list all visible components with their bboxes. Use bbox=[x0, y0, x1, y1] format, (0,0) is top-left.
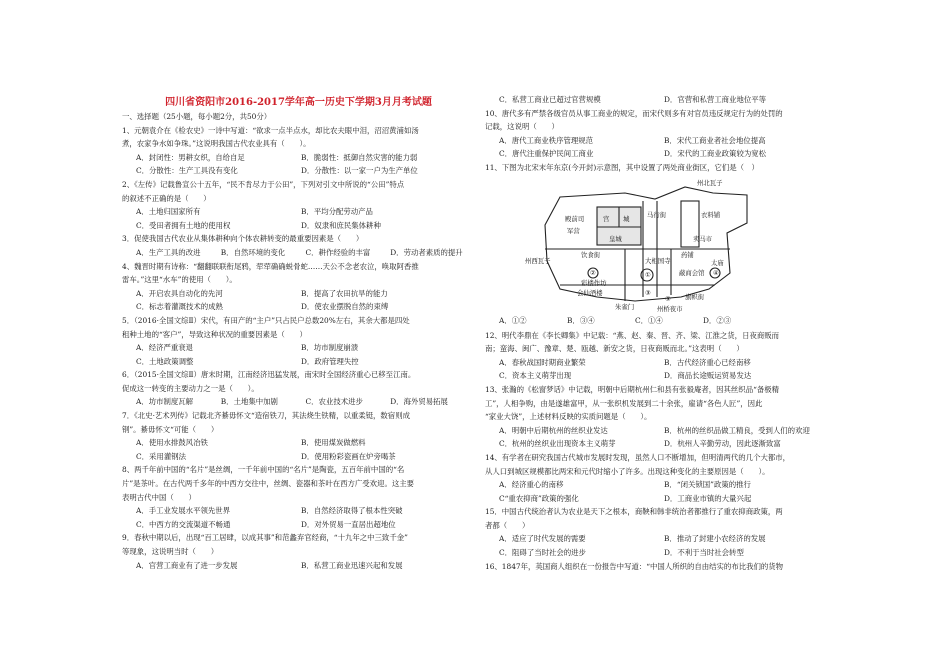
question-line: 4、魏晋时期有诗称：“翻翻联联衔尾鸦，荦荦确确蜕骨蛇……天公不念老农泣，唤取阿香推 bbox=[122, 261, 419, 271]
answer-options bbox=[485, 369, 840, 383]
answer-options bbox=[122, 300, 475, 314]
answer-options bbox=[122, 559, 475, 573]
answer-option: A．开启农具自动化的先河 bbox=[136, 288, 223, 298]
map-label: 州北瓦子 bbox=[697, 178, 723, 187]
question-line: 5．（2016·全国文综Ⅱ）宋代，有田产的“主户”只占民户总数20%左右，其余大都是四处 bbox=[122, 315, 410, 325]
answer-option: C．资本主义萌芽出现 bbox=[499, 371, 572, 381]
right-questions-bottom bbox=[485, 329, 840, 574]
answer-option: D．不利于当时社会转型 bbox=[664, 548, 744, 558]
question-line: 表明古代中国（ ） bbox=[122, 492, 196, 502]
answer-option: A．适应了时代发展的需要 bbox=[499, 534, 586, 544]
map-label: 殿前司 bbox=[565, 214, 585, 223]
question-line: 2、《左传》记载鲁宣公十五年，“民不肯尽力于公田”，下列对引文中所说的“公田”特点 bbox=[122, 179, 405, 189]
map-label: 会仙酒楼 bbox=[577, 288, 603, 297]
answer-options bbox=[485, 437, 840, 451]
question-line: 记载，这说明（ ） bbox=[485, 122, 559, 132]
outer-wall bbox=[545, 187, 747, 301]
map-label: 宫 bbox=[603, 214, 610, 223]
option-d: D．②③ bbox=[703, 315, 732, 325]
answer-options bbox=[485, 134, 840, 148]
left-questions bbox=[122, 110, 475, 572]
answer-option: B．土地集中加剧 bbox=[220, 397, 278, 407]
question-line: 14、有学者在研究我国古代城市发展时发现，虽然人口不断增加，但明清两代的几个大都市， bbox=[485, 452, 791, 462]
question-line: 13、张瀚的《松窗梦话》中记载，明朝中后期杭州仁和县有张毅庵者，因其丝织品“备极精 bbox=[485, 384, 780, 394]
answer-option: B．平均分配劳动产品 bbox=[301, 207, 373, 217]
answer-option: A．唐代工商业秩序管理规范 bbox=[499, 135, 594, 145]
question-line: 8、两千年前中国的“名片”是丝绸，一千年前中国的“名片”是陶瓷，五百年前中国的“名 bbox=[122, 465, 405, 475]
answer-option: A．经济严重衰退 bbox=[136, 343, 194, 353]
page-title: 四川省资阳市2016-2017学年高一历史下学期3月月考试题 bbox=[165, 97, 432, 108]
answer-options bbox=[122, 287, 475, 301]
answer-option: A．生产工具的改进 bbox=[136, 247, 201, 257]
answer-option: B．使用煤炭做燃料 bbox=[301, 438, 366, 448]
answer-options bbox=[122, 450, 475, 464]
answer-options bbox=[485, 424, 840, 438]
question-line: 工”，人相争购，由是遂雄富甲，从一张织机发展到二十余张，雇请“各色人匠”，因此 bbox=[485, 398, 763, 408]
question-line: 10、唐代多有严禁各级官员从事工商业的规定，而宋代则多有对官员违反规定行为的处罚的 bbox=[485, 108, 783, 118]
answer-option: B．推动了封建小农经济的发展 bbox=[664, 534, 766, 544]
answer-option: C．私营工商业已超过官营规模 bbox=[499, 95, 601, 104]
question-line: 促成这一转变的主要动力之一是（ ）。 bbox=[122, 383, 259, 393]
map-label: 旗帜街 bbox=[685, 292, 705, 301]
answer-options bbox=[485, 93, 840, 107]
answer-option: B．自然经济取得了根本性突破 bbox=[301, 506, 403, 516]
answer-option: B．坊市制度崩溃 bbox=[301, 343, 359, 353]
answer-option: C“重农抑商”政策的强化 bbox=[499, 493, 579, 503]
map-label: 州西瓦子 bbox=[525, 256, 551, 265]
kaifeng-map bbox=[485, 177, 840, 315]
answer-options bbox=[122, 205, 475, 219]
answer-option: D．海外贸易拓展 bbox=[390, 397, 448, 407]
answer-options bbox=[122, 219, 475, 233]
map-label: ④ bbox=[713, 268, 719, 277]
question-line: 煮，农家争水如争珠。”这说明我国古代农业具有（ ）。 bbox=[122, 139, 311, 149]
option-b: B．③④ bbox=[567, 315, 595, 325]
answer-option: C．阻碍了当时社会的进步 bbox=[499, 548, 586, 558]
answer-options bbox=[122, 518, 475, 532]
answer-option: C．土地政策调整 bbox=[136, 356, 194, 366]
answer-option: C．分散性：生产工具没有变化 bbox=[136, 166, 238, 176]
answer-option: D．奴隶和庶民集体耕种 bbox=[301, 220, 381, 230]
answer-options bbox=[485, 356, 840, 370]
answer-option: D．宋代的工商业政策较为宽松 bbox=[664, 149, 767, 159]
answer-option: A．经济重心的南移 bbox=[499, 480, 564, 490]
answer-option: A．明朝中后期杭州的丝织业发达 bbox=[499, 425, 608, 435]
answer-option: D．政府管理失控 bbox=[301, 356, 359, 366]
question-line: 租种土地的“客户”，导致这种状况的重要因素是（ ） bbox=[122, 329, 307, 339]
answer-option: C．唐代注重保护民间工商业 bbox=[499, 149, 594, 159]
question-line: 等现象，这说明当时（ ） bbox=[122, 547, 219, 556]
map-label: 大相国寺 bbox=[645, 256, 671, 265]
answer-option: D．商品长途贩运贸易发达 bbox=[664, 371, 752, 381]
question-line: 16、1847年，英国商人组织在一份报告中写道：“中国人所织的自由结实的布比我们的货物 bbox=[485, 561, 784, 571]
answer-option: D．杭州人辛勤劳动，因此逐渐致富 bbox=[664, 439, 781, 449]
answer-option: C．杭州的丝织业出现资本主义萌芽 bbox=[499, 439, 616, 449]
question-line: 片”是茶叶。在古代两千多年的中西方交往中，丝绸、瓷器和茶叶在西方广受欢迎。这主要 bbox=[122, 479, 415, 489]
question-line: 雷车。”这里“水车”的使用（ ）。 bbox=[122, 275, 237, 285]
answer-option: D．对外贸易一直居出超地位 bbox=[301, 519, 396, 529]
answer-options bbox=[122, 504, 475, 518]
question-line: 15．中国古代统治者认为农业是天下之根本，商鞅和韩非统治者都推行了重农抑商政策，两 bbox=[485, 507, 783, 517]
question-line: 7．《北史·艺术列传》记载北齐綦毋怀文“造宿铁刀，其法烧生铁精，以重柔铤，数宿则成 bbox=[122, 411, 410, 421]
answer-option: C．中西方的交流渠道不畅通 bbox=[136, 519, 231, 529]
answer-option: A．封闭性：男耕女织，自给自足 bbox=[136, 152, 245, 162]
answer-option: C．受田者拥有土地的使用权 bbox=[136, 220, 231, 230]
answer-option: A．土地归国家所有 bbox=[136, 207, 201, 217]
question-line: “家业大饶”，上述材料反映的实质问题是（ ）。 bbox=[485, 412, 652, 422]
answer-option: D．官营和私营工商业地位平等 bbox=[664, 95, 767, 104]
answer-options bbox=[122, 151, 475, 165]
answer-option: C．农业技术进步 bbox=[305, 397, 363, 407]
answer-options bbox=[485, 546, 840, 560]
answer-option: B．脆弱性：抵御自然灾害的能力弱 bbox=[301, 152, 418, 162]
answer-option: A．手工业发展水平领先世界 bbox=[136, 506, 231, 516]
question-line: 者都（ ） bbox=[485, 520, 530, 530]
answer-options bbox=[122, 246, 475, 260]
right-column bbox=[485, 93, 840, 573]
answer-options bbox=[122, 355, 475, 369]
answer-option: B．私营工商业迅速兴起和发展 bbox=[301, 560, 403, 570]
map-label: 卖马市 bbox=[693, 234, 713, 243]
map-figure bbox=[485, 177, 840, 327]
answer-option: C．采用灌钢法 bbox=[136, 451, 186, 461]
answer-options bbox=[122, 164, 475, 178]
answer-option: A．官营工商业有了进一步发展 bbox=[136, 560, 238, 570]
answer-options bbox=[122, 341, 475, 355]
map-label: 衣料铺 bbox=[701, 210, 721, 219]
map-label: 皇城 bbox=[609, 234, 622, 243]
question-line: 12、明代李鼎在《李长卿集》中记载：“燕、赵、秦、晋、齐、梁、江淮之货，日夜商贩而 bbox=[485, 330, 780, 340]
question-line: 3．促使我国古代农业从集体耕种向个体农耕转变的最重要因素是（ ） bbox=[122, 234, 364, 244]
answer-options bbox=[122, 436, 475, 450]
right-questions-top bbox=[485, 93, 840, 175]
answer-options bbox=[485, 492, 840, 506]
answer-option: D．使用粉彩瓷画在炉旁喝茶 bbox=[301, 451, 396, 461]
map-label: ① bbox=[645, 270, 651, 279]
answer-option: B．宋代工商业者社会地位提高 bbox=[664, 135, 766, 145]
answer-option: D．劳动者素质的提升 bbox=[390, 247, 463, 257]
map-label: 蔽商会馆 bbox=[679, 268, 705, 277]
map-label: 彩楼作坊 bbox=[581, 278, 607, 287]
question-line: 9．春秋中期以后，出现“百工居肆，以成其事”和范蠡弃官经商，“十九年之中三致千金” bbox=[122, 533, 408, 543]
left-column bbox=[122, 94, 475, 572]
question-line: 从人口到城区规模都比两宋和元代时缩小了许多。出现这种变化的主要原因是（ ）。 bbox=[485, 466, 770, 476]
question-line: 1、元朝袁介在《检农史》一诗中写道：“欲求一点半点水，却比农夫眼中泪，沼沼黄浦如汤 bbox=[122, 125, 419, 135]
answer-option: D．使农业摆脱自然的束缚 bbox=[301, 302, 389, 312]
answer-options bbox=[485, 532, 840, 546]
map-label: 州桥夜市 bbox=[657, 304, 683, 313]
answer-option: B．杭州的丝织品做工精良，受到人们的欢迎 bbox=[664, 425, 810, 435]
answer-option: A．春秋战国时期商业繁荣 bbox=[499, 357, 586, 367]
map-options bbox=[499, 314, 771, 328]
question-line: 一、选择题（25小题，每小题2分，共50分） bbox=[122, 112, 272, 121]
answer-option: A．坊市制度瓦解 bbox=[136, 397, 194, 407]
question-line: 南；蛮海、闽广、豫章、楚、瓯越、新安之货，日夜商贩而北。”这表明（ ） bbox=[485, 344, 744, 354]
map-label: 马行街 bbox=[647, 210, 667, 219]
map-label: ② bbox=[590, 268, 596, 277]
answer-options bbox=[122, 395, 475, 409]
map-label: 城 bbox=[623, 214, 630, 223]
answer-option: B．“闭关锁国”政策的推行 bbox=[664, 480, 751, 490]
question-line: 6．（2015·全国文综Ⅱ）唐末时期，江南经济迅猛发展，南宋时全国经济重心已移至江南。 bbox=[122, 370, 416, 380]
answer-option: C．耕作经验的丰富 bbox=[305, 247, 371, 257]
answer-option: A．使用水排鼓风冶铁 bbox=[136, 438, 208, 448]
answer-option: B．古代经济重心已经南移 bbox=[664, 357, 751, 367]
map-label: 军营 bbox=[567, 226, 580, 235]
option-c: C．①④ bbox=[635, 315, 663, 325]
map-label: ③ bbox=[645, 288, 651, 297]
answer-options bbox=[485, 147, 840, 161]
answer-option: D．分散性：以一家一户为生产单位 bbox=[301, 166, 418, 176]
question-line: 11、下图为北宋末年东京(今开封)示意图，其中设置了两处商业街区，它们是（ ） bbox=[485, 162, 759, 172]
answer-option: B．自然环境的变化 bbox=[220, 247, 286, 257]
question-line: 的叙述不正确的是（ ） bbox=[122, 193, 211, 203]
answer-option: C．标志着灌溉技术的成熟 bbox=[136, 302, 223, 312]
map-label: 药铺 bbox=[681, 250, 694, 259]
map-label: 朱雀门 bbox=[615, 302, 635, 311]
answer-options bbox=[485, 478, 840, 492]
map-label: 饮食街 bbox=[581, 250, 601, 259]
map-label: ③ bbox=[665, 294, 671, 303]
answer-option: D．工商业市镇的大量兴起 bbox=[664, 493, 752, 503]
option-a: A．①② bbox=[499, 315, 527, 325]
answer-option: B．提高了农田抗旱的能力 bbox=[301, 288, 388, 298]
map-label: 太庙 bbox=[711, 258, 724, 267]
question-line: 钢”。綦毋怀文“可能（ ） bbox=[122, 424, 219, 434]
